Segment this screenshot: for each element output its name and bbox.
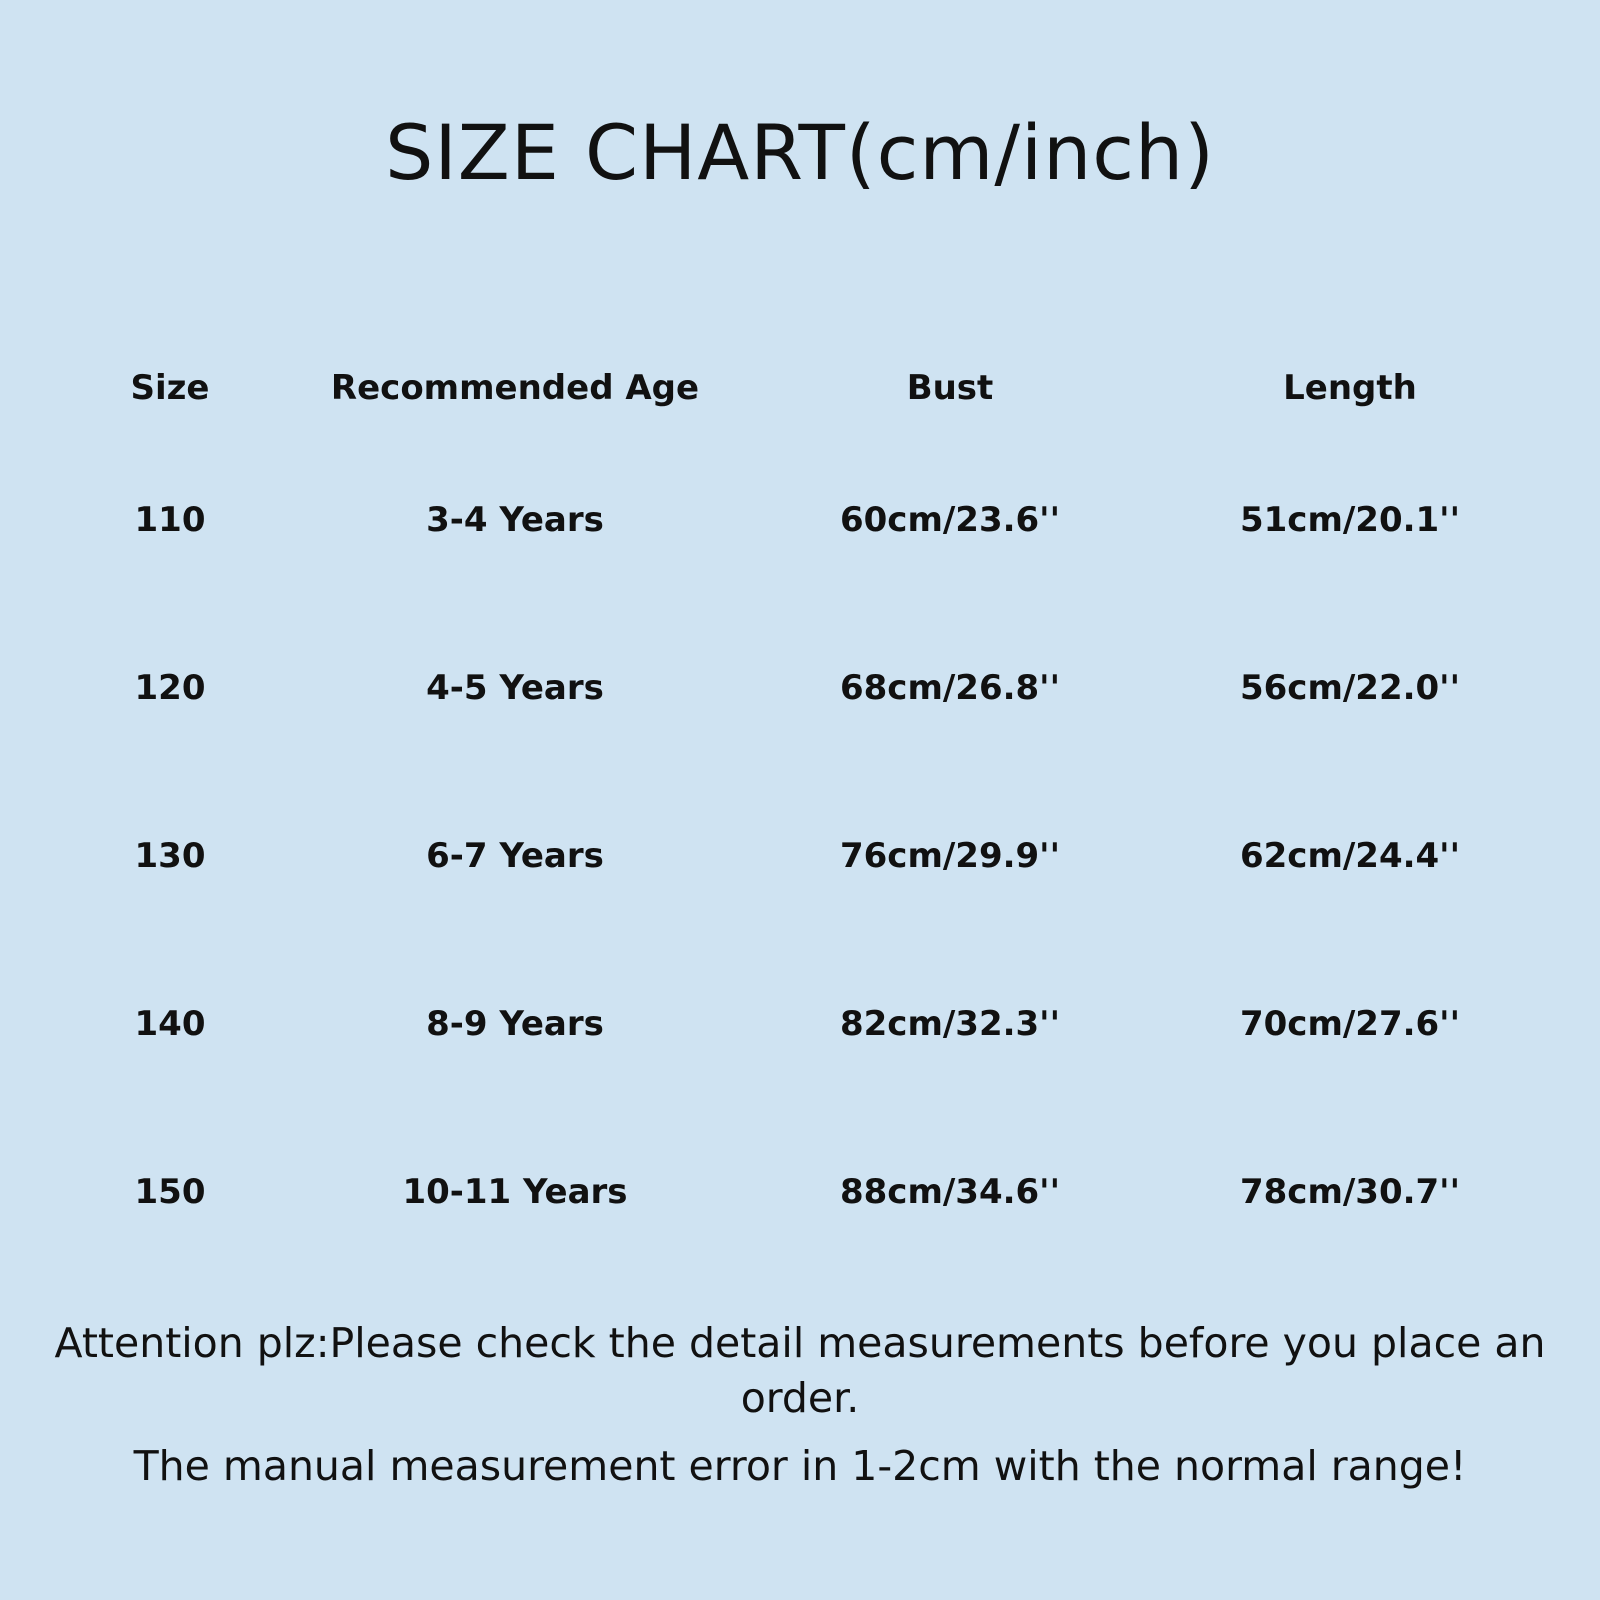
cell-size: 110 [134,500,206,540]
cell-bust: 68cm/26.8'' [839,668,1061,708]
cell-length: 70cm/27.6'' [1239,1004,1461,1044]
cell-bust: 60cm/23.6'' [839,500,1061,540]
table-row [60,436,1550,604]
table-row [60,940,1550,1108]
cell-size: 120 [134,668,206,708]
cell-bust: 88cm/34.6'' [839,1172,1061,1212]
table-row [60,604,1550,772]
table-header-row [60,340,1550,436]
page-title: SIZE CHART(cm/inch) [385,108,1215,197]
cell-size: 150 [134,1172,206,1212]
column-header-recommended-age: Recommended Age [330,368,700,408]
cell-age: 4-5 Years [426,668,604,708]
cell-length: 78cm/30.7'' [1239,1172,1461,1212]
cell-age: 3-4 Years [426,500,604,540]
size-chart-table [60,340,1550,1276]
column-header-bust: Bust [906,368,994,408]
cell-bust: 76cm/29.9'' [839,836,1061,876]
cell-size: 130 [134,836,206,876]
note-measurement-error: The manual measurement error in 1-2cm with the normal range! [133,1442,1467,1491]
notes-section [0,1316,1600,1494]
column-header-length: Length [1283,368,1417,408]
cell-age: 6-7 Years [426,836,604,876]
cell-length: 56cm/22.0'' [1239,668,1461,708]
cell-length: 62cm/24.4'' [1239,836,1461,876]
table-row [60,772,1550,940]
cell-age: 10-11 Years [402,1172,628,1212]
cell-bust: 82cm/32.3'' [839,1004,1061,1044]
note-attention: Attention plz:Please check the detail measurements before you place an order. [54,1319,1546,1422]
column-header-size: Size [130,368,210,408]
cell-length: 51cm/20.1'' [1239,500,1461,540]
cell-size: 140 [134,1004,206,1044]
table-row [60,1108,1550,1276]
cell-age: 8-9 Years [426,1004,604,1044]
